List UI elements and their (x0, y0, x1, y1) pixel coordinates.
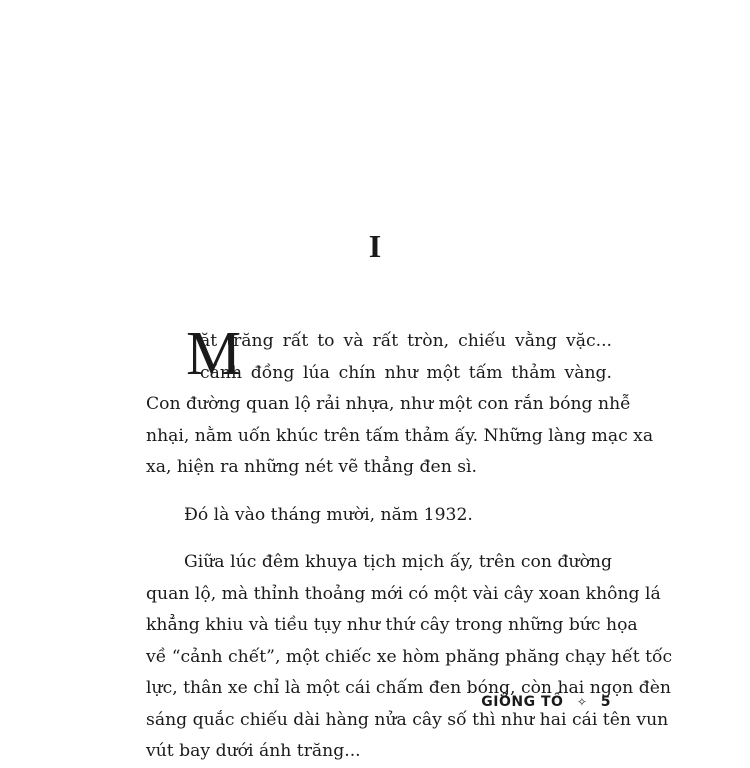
diamond-separator-icon: ✧ (576, 695, 588, 709)
text-line: về “cảnh chết”, một chiếc xe hòm phăng phăng chạy hết tốc (146, 646, 673, 667)
text-line: ặt trăng rất to và rất tròn, chiếu vằng vặc... (200, 331, 612, 351)
page-footer (0, 694, 611, 710)
text-line: Giữa lúc đêm khuya tịch mịch ấy, trên con đường (184, 552, 612, 572)
chapter-heading: I (368, 228, 382, 264)
text-line: quan lộ, mà thỉnh thoảng mới có một vài cây xoan không lá (146, 583, 661, 604)
text-line: nhại, nằm uốn khúc trên tấm thảm ấy. Những làng mạc xa (146, 425, 654, 446)
text-line: xa, hiện ra những nét vẽ thẳng đen sì. (146, 457, 478, 477)
drop-cap: M (186, 320, 242, 388)
text-line: vút bay dưới ánh trăng... (146, 741, 361, 761)
paragraph-2 (146, 500, 612, 532)
running-title: GIÔNG TỐ (481, 694, 564, 710)
text-line: cánh đồng lúa chín như một tấm thảm vàng. (200, 362, 612, 383)
text-line: khẳng khiu và tiều tụy như thứ cây trong những bức họa (146, 615, 638, 635)
text-line: Con đường quan lộ rải nhựa, như một con rắn bóng nhễ (146, 394, 631, 414)
text-line: Đó là vào tháng mười, năm 1932. (184, 504, 473, 525)
text-line: lực, thân xe chỉ là một cái chấm đen bóng, còn hai ngọn đèn (146, 678, 671, 698)
paragraph-3 (146, 547, 673, 768)
text-line: sáng quắc chiếu dài hàng nửa cây số thì như hai cái tên vun (146, 709, 669, 730)
page-number: 5 (600, 694, 611, 710)
paragraph-1 (146, 320, 654, 484)
